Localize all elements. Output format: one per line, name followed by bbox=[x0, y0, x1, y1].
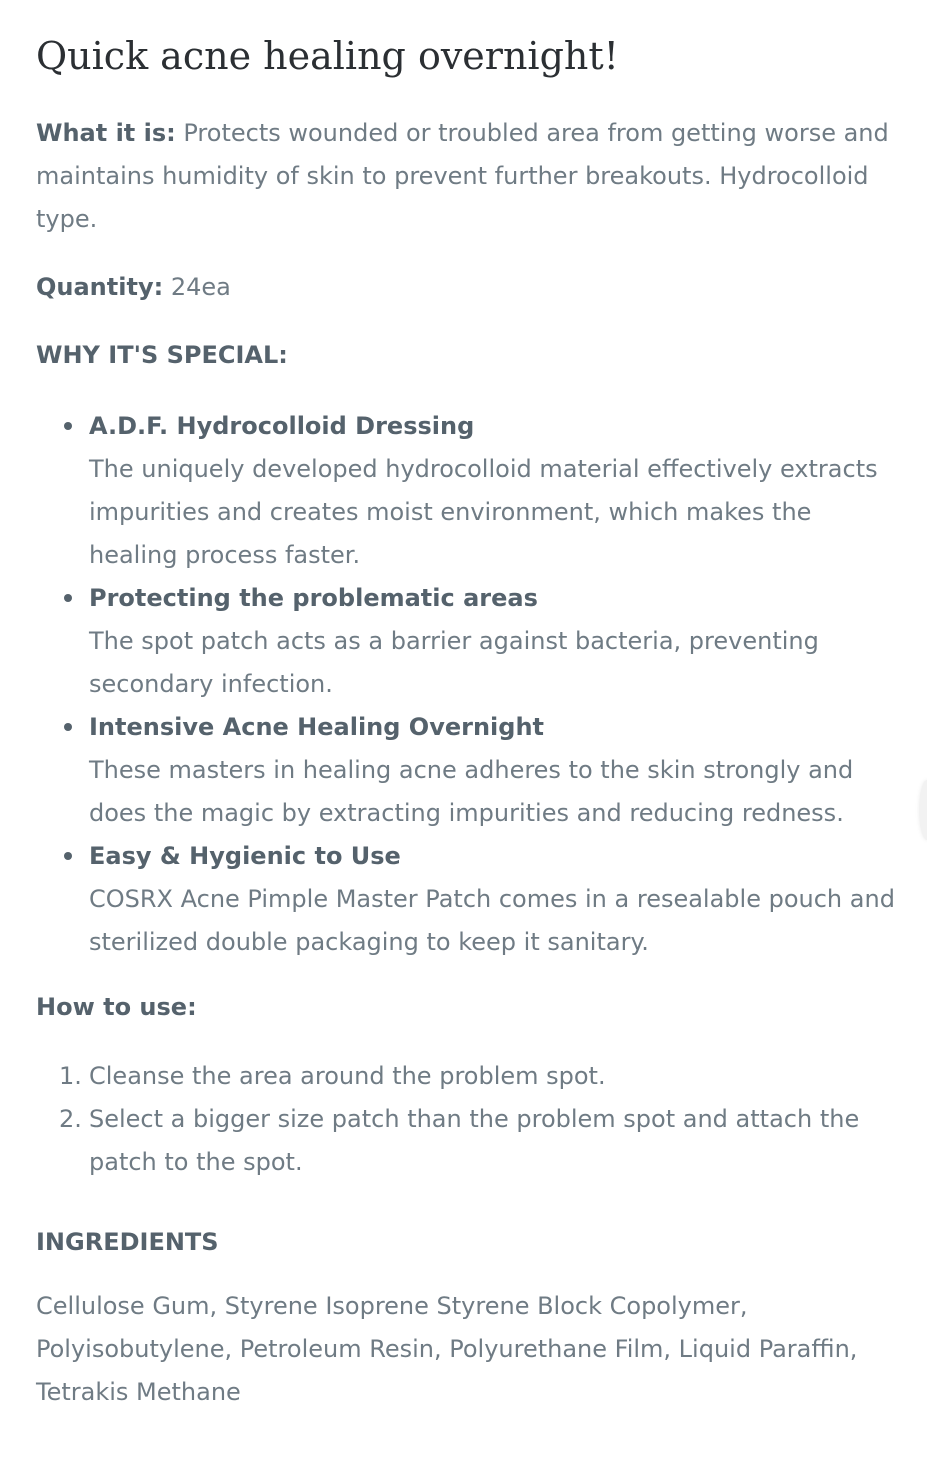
step-number: 1. bbox=[59, 1062, 82, 1090]
bullet-icon bbox=[64, 594, 72, 602]
bullet-icon bbox=[64, 852, 72, 860]
page-title: Quick acne healing overnight! bbox=[36, 34, 619, 78]
list-item bbox=[89, 835, 896, 964]
what-it-is-paragraph bbox=[36, 112, 896, 241]
feature-title: Intensive Acne Healing Overnight bbox=[89, 713, 545, 741]
ingredients-text: Cellulose Gum, Styrene Isoprene Styrene Block Copolymer, Polyisobutylene, Petroleum Resin, Polyurethane Film, Liquid Paraffin, Tetrakis Methane bbox=[36, 1292, 858, 1406]
feature-description: The spot patch acts as a barrier against bacteria, preventing secondary infection. bbox=[89, 627, 819, 698]
step-number: 2. bbox=[59, 1105, 82, 1133]
ingredients-heading: INGREDIENTS bbox=[36, 1228, 219, 1256]
steps-list bbox=[36, 1055, 896, 1184]
list-item bbox=[59, 1098, 896, 1184]
feature-description: COSRX Acne Pimple Master Patch comes in a resealable pouch and sterilized double packaging to keep it sanitary. bbox=[89, 885, 895, 956]
bullet-icon bbox=[64, 723, 72, 731]
why-special-heading: WHY IT'S SPECIAL: bbox=[36, 341, 288, 369]
step-text: Cleanse the area around the problem spot. bbox=[89, 1062, 606, 1090]
how-to-use-heading: How to use: bbox=[36, 993, 197, 1021]
feature-description: The uniquely developed hydrocolloid material effectively extracts impurities and creates moist environment, which makes the healing process faster. bbox=[89, 455, 878, 569]
scroll-edge-shadow bbox=[919, 780, 927, 840]
feature-title: Easy & Hygienic to Use bbox=[89, 842, 401, 870]
bullet-icon bbox=[64, 422, 72, 430]
list-item bbox=[89, 706, 896, 835]
list-item bbox=[59, 1055, 896, 1098]
step-text: Select a bigger size patch than the problem spot and attach the patch to the spot. bbox=[89, 1105, 860, 1176]
feature-title: Protecting the problematic areas bbox=[89, 584, 538, 612]
feature-description: These masters in healing acne adheres to the skin strongly and does the magic by extracting impurities and reducing redness. bbox=[89, 756, 854, 827]
feature-list bbox=[36, 405, 896, 964]
feature-title: A.D.F. Hydrocolloid Dressing bbox=[89, 412, 475, 440]
quantity-paragraph bbox=[36, 266, 231, 309]
what-it-is-text: Protects wounded or troubled area from getting worse and maintains humidity of skin to prevent further breakouts. Hydrocolloid type. bbox=[36, 119, 889, 233]
list-item bbox=[89, 405, 896, 577]
quantity-label: Quantity: bbox=[36, 273, 164, 301]
what-it-is-label: What it is: bbox=[36, 119, 176, 147]
quantity-value: 24ea bbox=[163, 273, 231, 301]
list-item bbox=[89, 577, 896, 706]
